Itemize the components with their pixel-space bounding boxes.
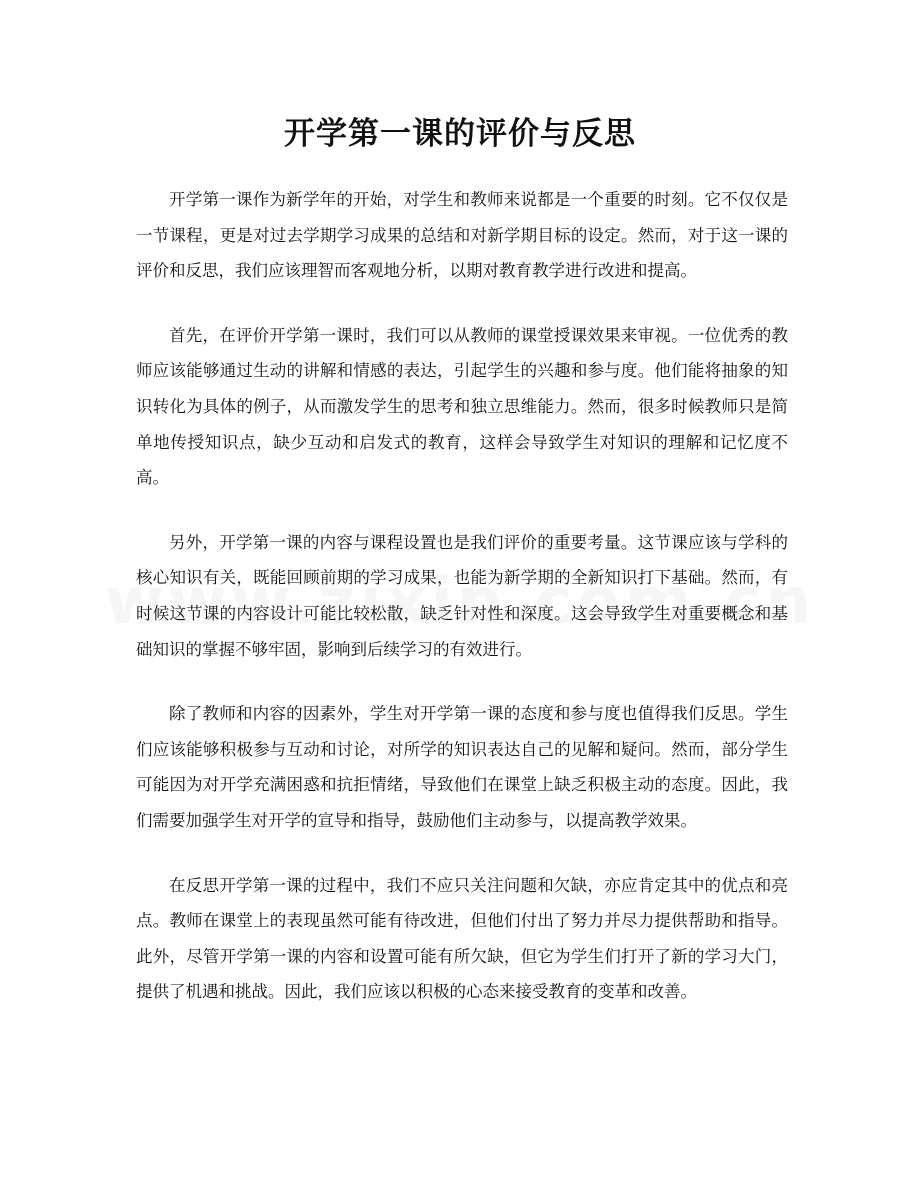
document-body — [136, 182, 788, 1039]
document-title: 开学第一课的评价与反思 — [284, 116, 636, 152]
paragraph-1: 开学第一课作为新学年的开始，对学生和教师来说都是一个重要的时刻。它不仅仅是一节课程，更是对过去学期学习成果的总结和对新学期目标的设定。然而，对于这一课的评价和反思，我们应该理智而客观地分析，以期对教育教学进行改进和提高。 — [136, 190, 788, 281]
paragraph-3: 另外，开学第一课的内容与课程设置也是我们评价的重要考量。这节课应该与学科的核心知识有关，既能回顾前期的学习成果，也能为新学期的全新知识打下基础。然而，有时候这节课的内容设计可能比较松散，缺乏针对性和深度。这会导致学生对重要概念和基础知识的掌握不够牢固，影响到后续学习的有效进行。 — [136, 532, 788, 659]
paragraph-5: 在反思开学第一课的过程中，我们不应只关注问题和欠缺，亦应肯定其中的优点和亮点。教师在课堂上的表现虽然可能有待改进，但他们付出了努力并尽力提供帮助和指导。此外，尽管开学第一课的内容和设置可能有所欠缺，但它为学生们打开了新的学习大门，提供了机遇和挑战。因此，我们应该以积极的心态来接受教育的变革和改善。 — [136, 875, 788, 1002]
paragraph-2: 首先，在评价开学第一课时，我们可以从教师的课堂授课效果来审视。一位优秀的教师应该能够通过生动的讲解和情感的表达，引起学生的兴趣和参与度。他们能将抽象的知识转化为具体的例子，从而激发学生的思考和独立思维能力。然而，很多时候教师只是简单地传授知识点，缺少互动和启发式的教育，这样会导致学生对知识的理解和记忆度不高。 — [136, 325, 788, 488]
paragraph-4: 除了教师和内容的因素外，学生对开学第一课的态度和参与度也值得我们反思。学生们应该能够积极参与互动和讨论，对所学的知识表达自己的见解和疑问。然而，部分学生可能因为对开学充满困惑和抗拒情绪，导致他们在课堂上缺乏积极主动的态度。因此，我们需要加强学生对开学的宣导和指导，鼓励他们主动参与，以提高教学效果。 — [136, 704, 788, 830]
